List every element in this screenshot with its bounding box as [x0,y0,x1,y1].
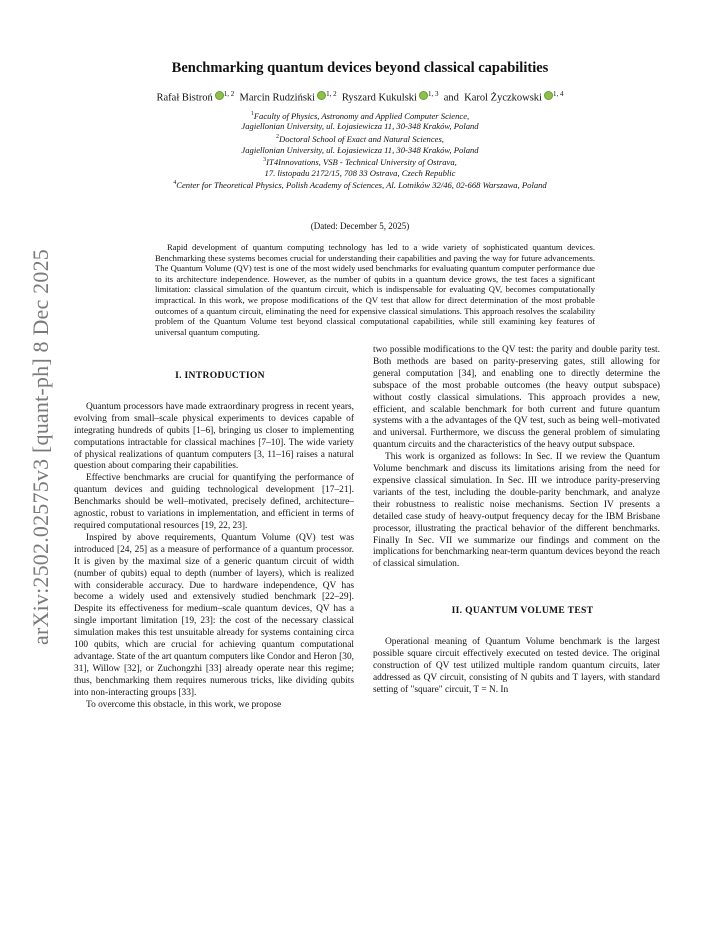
section-heading-introduction: I. INTRODUCTION [175,370,265,381]
orcid-icon[interactable] [419,91,428,100]
dated-line: (Dated: December 5, 2025) [310,221,410,231]
orcid-icon[interactable] [215,91,224,100]
author-affil: 1, 3 [427,90,439,98]
paragraph: Quantum processors have made extraordinary progress in recent years, evolving from small–scale physical experiments to devices capable of integrating hundreds of qubits [1–6], bringing us closer to implementing computations intractable for classical machines [7–10]. The wide variety of physical realizations of quantum computers [3, 11–16] raises a natural question about comparing their capabilities. [74,401,354,472]
author-list [0,90,720,104]
affiliation-line: 17. listopadu 2172/15, 708 33 Ostrava, Czech Republic [264,167,456,178]
paper-title: Benchmarking quantum devices beyond classical capabilities [171,60,549,76]
abstract: Rapid development of quantum computing technology has led to a wide variety of sophisticated quantum devices. Benchmarking these systems becomes crucial for understanding their capabilities and paving the way for future advancements. The Quantum Volume (QV) test is one of the most widely used benchmarks for evaluating quantum computer performance due to its architecture independence. However, as the number of qubits in a quantum device grows, the test faces a significant limitation: classical simulation of the quantum circuit, which is indispensable for evaluating QV, becomes computationally impractical. In this work, we propose modifications of the QV test that allow for direct determination of the most probable outcomes of a quantum circuit, eliminating the need for expensive classical simulations. This approach resolves the scalability problem of the Quantum Volume test beyond classical computational capabilities, while still examining key features of universal quantum computing. [155,242,595,337]
paragraph: Inspired by above requirements, Quantum Volume (QV) test was introduced [24, 25] as a measure of performance of a quantum processor. It is given by the maximal size of a generic quantum circuit of width (number of qubits) equal to depth (number of layers), which is realized with considerable accuracy. Due to hardware independence, QV has become a widely used and extensively studied benchmark [22–29]. Despite its effectiveness for medium–scale quantum devices, QV has a single important limitation [19, 23]: the cost of the necessary classical simulation makes this test unsuitable already for systems containing circa 100 qubits, which are crucial for achieving quantum computational advantage. State of the art quantum computers like Condor and Heron [30, 31], Willow [32], or Zuchongzhi [33] already operate near this regime; thus, benchmarking them requires numerous tricks, like dividing qubits into non-interacting groups [33]. [74,532,354,698]
orcid-icon[interactable] [544,91,553,100]
left-column [74,370,354,711]
orcid-icon[interactable] [317,91,326,100]
author-affil: 1, 2 [326,90,337,98]
paragraph: two possible modifications to the QV test: the parity and double parity test. Both methods are based on parity-preserving gates, still allowing for general computation [34], and enabling one to directly determine the subspace of the most probable outcomes (the heavy output subspace) without costly classical simulations. This approach provides a new, efficient, and scalable benchmark for both current and future quantum systems with a the advantages of the QV test, such as being well–motivated and universal. Furthermore, we discuss the general problem of simulating quantum circuits and the characteristics of the heavy output subspace. [373,345,660,451]
paragraph: This work is organized as follows: In Sec. II we review the Quantum Volume benchmark and discuss its limitations arising from the need for expensive classical simulation. In Sec. III we introduce parity-preserving variants of the test, including the double-parity benchmark, and analyze their robustness to realistic noise mechanisms. Section IV presents a detailed case study of heavy-output frequency decay for the IBM Brisbane processor, illustrating the practical behavior of the different benchmarks. Finally In Sec. VII we summarize our findings and comment on the implications for benchmarking near-term quantum devices beyond the reach of classical simulation. [373,452,660,570]
affiliation: $^3$IT4Innovations, VSB - Technical University of Ostrava, [263,156,457,167]
paragraph: To overcome this obstacle, in this work, we propose [86,699,282,710]
author-name: Rafał Bistroń [156,92,213,104]
affiliation: $^1$Faculty of Physics, Astronomy and Applied Computer Science, [250,110,470,121]
affiliation-list [0,109,720,191]
section-heading-quantum-volume: II. QUANTUM VOLUME TEST [451,605,594,617]
arxiv-stamp: arXiv:2502.02575v3 [quant-ph] 8 Dec 2025 [28,249,53,645]
paragraph: Operational meaning of Quantum Volume benchmark is the largest possible square circuit effectively executed on tested device. The original construction of QV test utilized multiple random quantum circuits, later addressed as QV circuit, consisting of N qubits and T layers, with standard setting of "square" circuit, T = N. In [373,637,660,695]
author-name: Ryszard Kukulski [341,92,417,104]
author-affil: 1, 4 [552,90,564,98]
author-connector: and [443,92,459,104]
affiliation-line: Jagiellonian University, ul. Łojasiewicza 11, 30-348 Kraków, Poland [241,121,479,132]
affiliation-line: Jagiellonian University, ul. Łojasiewicza 11, 30-348 Kraków, Poland [241,144,479,155]
affiliation: $^4$Center for Theoretical Physics, Polish Academy of Sciences, Al. Lotników 32/46, 02-668 Warszawa, Poland [173,180,547,190]
author-name: Marcin Rudziński [239,92,316,104]
author-affil: 1, 2 [223,90,235,98]
affiliation: $^2$Doctoral School of Exact and Natural Sciences, [276,133,444,144]
right-column [373,345,660,697]
paragraph: Effective benchmarks are crucial for quantifying the performance of quantum devices and guiding technological development [17–21]. Benchmarks should be well–motivated, precisely defined, architecture–agnostic, robust to variations in implementation, and efficient in terms of required computational resources [19, 22, 23]. [74,473,354,531]
author-name: Karol Życzkowski [464,92,542,104]
